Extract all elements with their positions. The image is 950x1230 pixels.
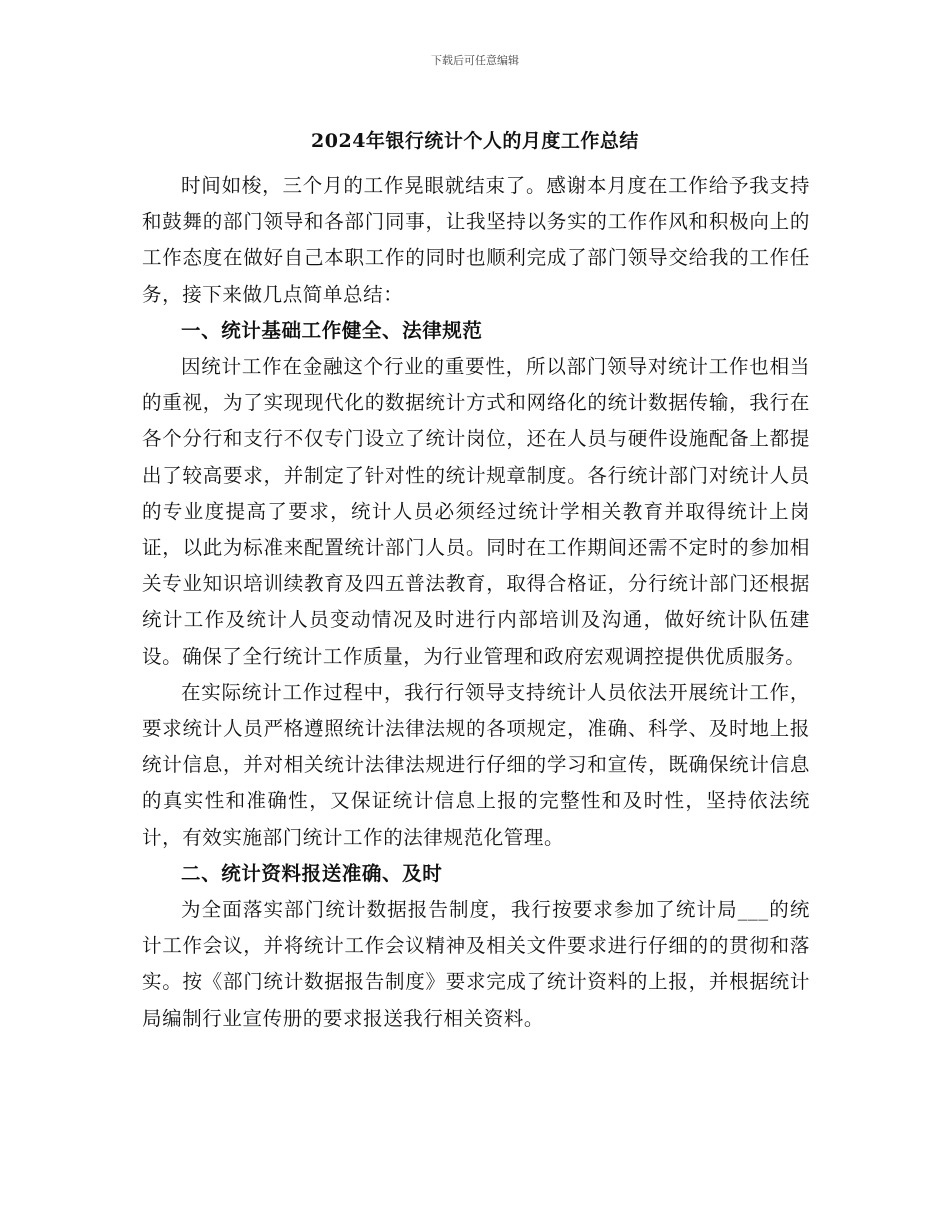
paragraph-intro: 时间如梭，三个月的工作晃眼就结束了。感谢本月度在工作给予我支持和鼓舞的部门领导和各部门同事，让我坚持以务实的工作作风和积极向上的工作态度在做好自己本职工作的同时也顺利完成了部门领导交给我的工作任务，接下来做几点简单总结： bbox=[142, 174, 810, 306]
paragraph-section1-a: 因统计工作在金融这个行业的重要性，所以部门领导对统计工作也相当的重视，为了实现现代化的数据统计方式和网络化的统计数据传输，我行在各个分行和支行不仅专门设立了统计岗位，还在人员与硬件设施配备上都提出了较高要求，并制定了针对性的统计规章制度。各行统计部门对统计人员的专业度提高了要求，统计人员必须经过统计学相关教育并取得统计上岗证，以此为标准来配置统计部门人员。同时在工作期间还需不定时的参加相关专业知识培训续教育及四五普法教育，取得合格证，分行统计部门还根据统计工作及统计人员变动情况及时进行内部培训及沟通，做好统计队伍建设。确保了全行统计工作质量，为行业管理和政府宏观调控提供优质服务。 bbox=[142, 355, 810, 668]
header-note: 下载后可任意编辑 bbox=[431, 54, 519, 67]
document-body bbox=[142, 168, 810, 1037]
paragraph-section2-a: 为全面落实部门统计数据报告制度，我行按要求参加了统计局___的统计工作会议，并将统计工作会议精神及相关文件要求进行仔细的的贯彻和落实。按《部门统计数据报告制度》要求完成了统计资料的上报，并根据统计局编制行业宣传册的要求报送我行相关资料。 bbox=[142, 898, 810, 1030]
paragraph-section1-b: 在实际统计工作过程中，我行行领导支持统计人员依法开展统计工作，要求统计人员严格遵照统计法律法规的各项规定，准确、科学、及时地上报统计信息，并对相关统计法律法规进行仔细的学习和宣传，既确保统计信息的真实性和准确性，又保证统计信息上报的完整性和及时性，坚持依法统计，有效实施部门统计工作的法律规范化管理。 bbox=[142, 680, 810, 849]
section-heading-1: 一、统计基础工作健全、法律规范 bbox=[181, 318, 483, 342]
document-title: 2024年银行统计个人的月度工作总结 bbox=[311, 130, 639, 152]
section-heading-2: 二、统计资料报送准确、及时 bbox=[181, 861, 443, 885]
